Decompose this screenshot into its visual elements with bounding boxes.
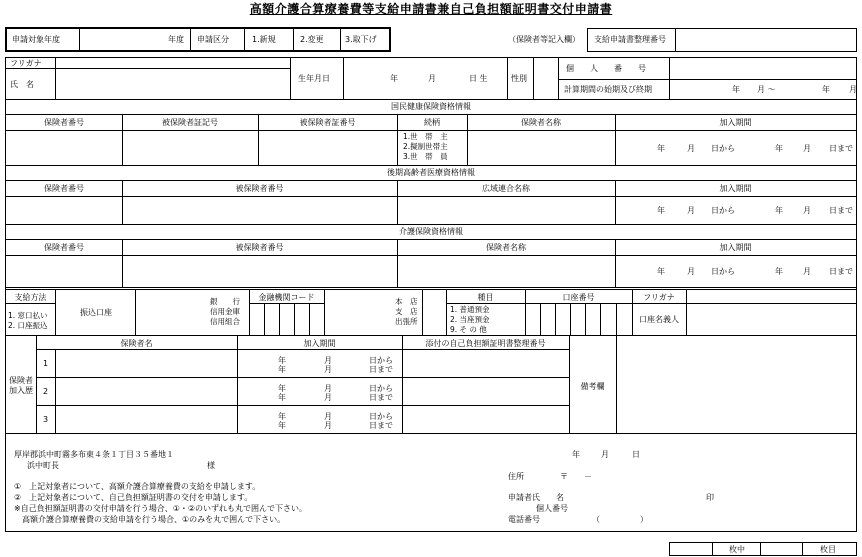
date-month[interactable]: 月 [601, 450, 609, 459]
main-form [5, 57, 857, 532]
period-year: 年 [775, 206, 783, 215]
declaration-note-2: 高額介護合算療養費の支給申請を行う場合、①のみを丸で囲んで下さい。 [14, 515, 286, 524]
history-side-label: 保険者 加入歴 [9, 376, 33, 395]
nhi-card-number-header: 被保険者証番号 [299, 118, 356, 127]
target-year-label: 申請対象年度 [12, 35, 60, 44]
name-label: 氏 名 [10, 80, 34, 89]
birth-year[interactable]: 年 [390, 74, 398, 83]
category-option-withdraw[interactable]: 3.取下げ [345, 35, 377, 44]
elderly-insured-number-header: 被保険者番号 [235, 184, 284, 193]
target-year-field[interactable]: 年度 [168, 35, 184, 44]
declaration-line-2: ② 上記対象者について、自己負担額証明書の交付を申請します。 [14, 493, 253, 502]
period-month: 月 [803, 267, 811, 276]
payment-method-options[interactable]: 1. 窓口払い 2. 口座振込 [8, 311, 48, 330]
total-sheets-label: 枚中 [729, 545, 745, 554]
nhi-section-title: 国民健康保険資格情報 [391, 102, 471, 111]
nhi-relation-options[interactable]: 1.世 帯 主 2.擬制世帯主 3.世 帯 員 [403, 132, 448, 161]
elderly-insurer-number-header: 保険者番号 [44, 184, 84, 193]
elderly-section-title: 後期高齢者医療資格情報 [387, 168, 475, 177]
period-day-from: 日から [711, 267, 735, 276]
payment-number-label: 支給申請書整理番号 [594, 35, 666, 44]
birthdate-label: 生年月日 [298, 74, 330, 83]
period-month: 月 [687, 206, 695, 215]
bank-type-options[interactable]: 銀 行 信用金庫 信用組合 [210, 297, 240, 326]
history-insurer-header: 保険者名 [120, 339, 153, 348]
period-label: 計算期間の始期及び終期 [564, 85, 652, 94]
date-year[interactable]: 年 [572, 450, 580, 459]
remarks-label: 備考欄 [580, 382, 605, 391]
sex-label: 性別 [511, 74, 527, 83]
category-option-change[interactable]: 2.変更 [300, 35, 324, 44]
mayor-label: 浜中町長 [27, 461, 59, 470]
sheet-number-label: 枚目 [820, 545, 836, 554]
applicant-name-label: 申請者氏 名 [508, 493, 564, 502]
elderly-union-name-header: 広域連合名称 [482, 184, 530, 193]
nhi-insurer-number-header: 保険者番号 [44, 118, 84, 127]
address-label: 住所 [508, 472, 524, 481]
history-row-number: 1 [42, 359, 49, 368]
period-start-month[interactable]: 月 ～ [757, 85, 776, 94]
category-option-new[interactable]: 1.新規 [252, 35, 276, 44]
insurer-note: （保険者等記入欄） [508, 35, 580, 44]
birth-month[interactable]: 月 [428, 74, 436, 83]
period-start-year[interactable]: 年 [732, 85, 740, 94]
declaration-note-1: ※自己負担額証明書の交付申請を行う場合、①・②のいずれも丸で囲んで下さい。 [14, 504, 308, 513]
history-row-number: 3 [42, 415, 49, 424]
period-year: 年 [657, 144, 665, 153]
period-day-from: 日から [711, 144, 735, 153]
nhi-card-symbol-header: 被保険者証記号 [162, 118, 218, 127]
care-insurer-name-header: 保険者名称 [486, 243, 526, 252]
period-day-from: 日から [711, 206, 735, 215]
period-day-to: 日まで [829, 206, 853, 215]
phone-label: 電話番号 [508, 515, 540, 524]
phone-field[interactable]: （ ） [592, 515, 648, 524]
history-row-number: 2 [42, 387, 49, 396]
form-title: 高額介護合算療養費等支給申請書兼自己負担額証明書交付申請書 [249, 2, 613, 16]
history-period-header: 加入期間 [303, 339, 336, 348]
transfer-account-label: 振込口座 [80, 308, 112, 317]
bank-code-label: 金融機関コード [258, 293, 315, 302]
office-address: 厚岸郡浜中町霧多布東４条１丁目３５番地１ [14, 450, 174, 459]
nhi-period-header: 加入期間 [719, 118, 752, 127]
mynumber-label: 個 人 番 号 [566, 64, 646, 73]
care-period-header: 加入期間 [719, 243, 752, 252]
account-type-label: 種目 [477, 293, 494, 302]
care-insurer-number-header: 保険者番号 [44, 243, 84, 252]
period-year: 年 [775, 267, 783, 276]
period-year: 年 [657, 206, 665, 215]
period-end-month[interactable]: 月 [849, 85, 857, 94]
category-label: 申請区分 [197, 35, 229, 44]
postal-code-field[interactable]: 〒 － [560, 472, 592, 481]
account-number-label: 口座番号 [562, 293, 595, 302]
branch-type-options[interactable]: 本 店 支 店 出張所 [395, 297, 418, 326]
account-type-options[interactable]: 1. 普通預金 2. 当座預金 9. そ の 他 [450, 305, 490, 334]
history-cert-header: 添付の自己負担額証明書整理番号 [425, 339, 546, 348]
furigana-label: フリガナ [10, 59, 42, 68]
applicant-mynumber-label: 個人番号 [536, 504, 568, 513]
birth-day[interactable]: 日 生 [469, 74, 488, 83]
period-month: 月 [687, 267, 695, 276]
period-day-to: 日まで [829, 144, 853, 153]
period-end-year[interactable]: 年 [822, 85, 830, 94]
date-day[interactable]: 日 [632, 450, 640, 459]
payee-furigana-label: フリガナ [643, 293, 675, 302]
declaration-line-1: ① 上記対象者について、高額介護合算療養費の支給を申請します。 [14, 482, 261, 491]
period-day-to: 日まで [829, 267, 853, 276]
period-year: 年 [657, 267, 665, 276]
seal-mark: 印 [706, 493, 714, 502]
period-year: 年 [775, 144, 783, 153]
mayor-honorific: 様 [207, 461, 215, 470]
account-holder-label: 口座名義人 [639, 315, 679, 324]
name-field[interactable] [60, 72, 285, 94]
payment-method-label: 支給方法 [14, 293, 47, 302]
care-insured-number-header: 被保険者番号 [235, 243, 284, 252]
nhi-relation-header: 続柄 [424, 118, 440, 127]
period-month: 月 [687, 144, 695, 153]
elderly-period-header: 加入期間 [719, 184, 752, 193]
period-month: 月 [803, 206, 811, 215]
nhi-insurer-name-header: 保険者名称 [521, 118, 561, 127]
care-section-title: 介護保険資格情報 [399, 227, 463, 236]
period-month: 月 [803, 144, 811, 153]
